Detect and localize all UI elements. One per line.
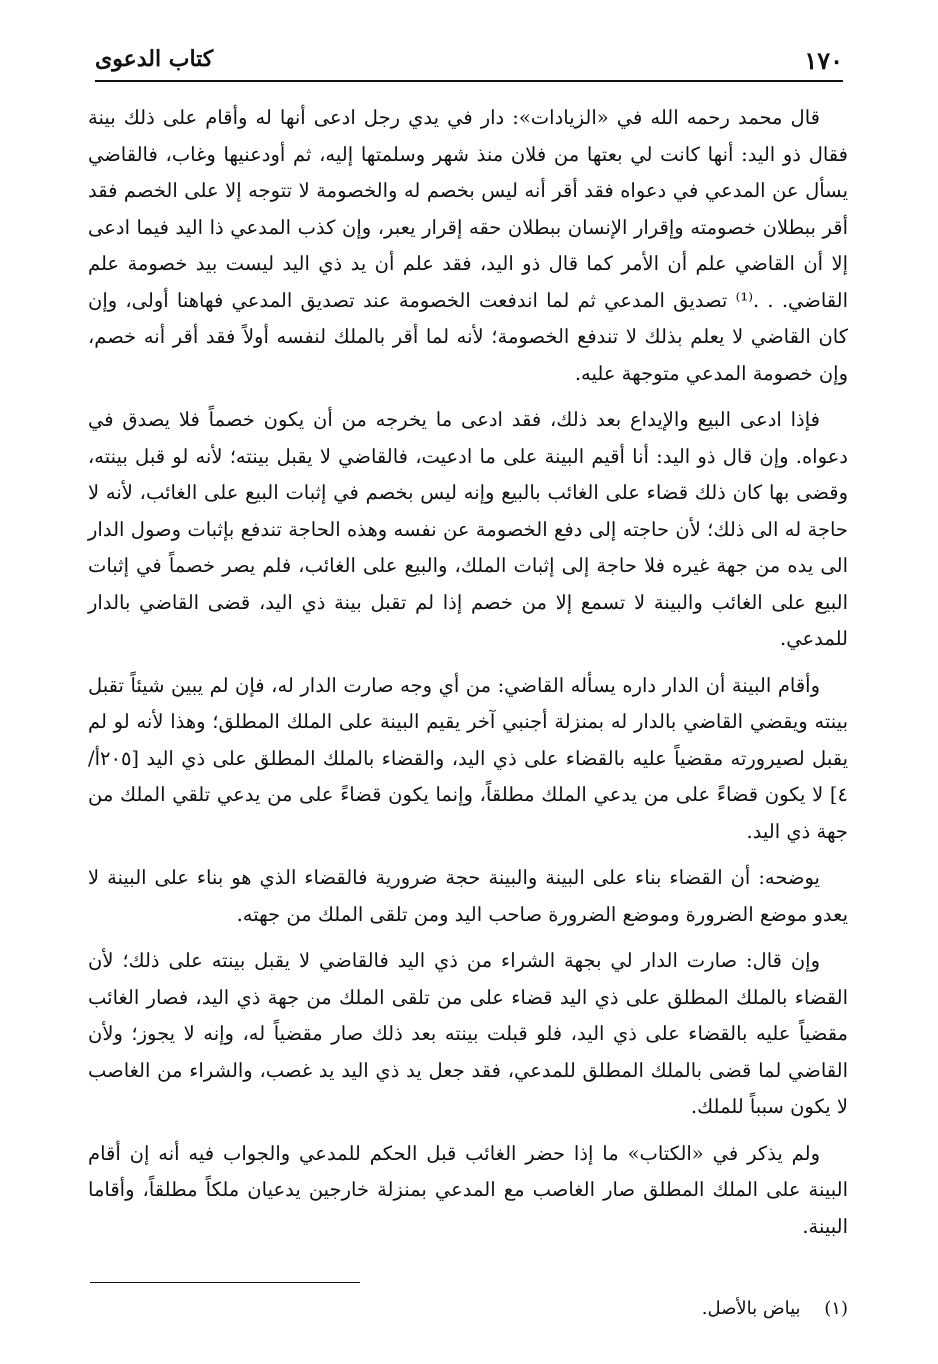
page-number: ١٧٠ [804, 46, 843, 75]
footnote [702, 1294, 848, 1324]
running-title: كتاب الدعوى [95, 46, 214, 72]
paragraph: وإن قال: صارت الدار لي بجهة الشراء من ذي اليد فالقاضي لا يقبل بينته على ذلك؛ لأن القضاء بالملك المطلق على ذي اليد قضاء على من تلقى الملك من جهة ذي اليد، فصار الغائب مقضياً عليه بالقضاء على ذي اليد، فلو قبلت بينته بعد ذلك صار مقضياً له، وإنه لا يجوز؛ ولأن القاضي لما قضى بالملك المطلق للمدعي، فقد جعل يد ذي اليد يد غصب، والشراء من الغاصب لا يكون سبباً للملك. [88, 949, 848, 1118]
paragraph: وأقام البينة أن الدار داره يسأله القاضي: من أي وجه صارت الدار له، فإن لم يبين شيئاً تقبل بينته ويقضي القاضي بالدار له بمنزلة أجنبي آخر يقيم البينة على الملك المطلق؛ وهذا لأنه لو لم يقبل لصيرورته مقضياً عليه بالقضاء على ذي اليد، والقضاء بالملك المطلق على ذي اليد [٢٠٥أ/ ٤] لا يكون قضاءً على من يدعي الملك مطلقاً، وإنما يكون قضاءً على من يدعي تلقي الملك من جهة ذي اليد. [88, 673, 848, 843]
footnote-text: بياض بالأصل. [701, 1298, 801, 1319]
paragraph: يوضحه: أن القضاء بناء على البينة والبينة حجة ضرورية فالقضاء الذي هو بناء على البينة لا يعدو موضع الضرورة وموضع الضرورة صاحب اليد ومن تلقى الملك من جهته. [88, 866, 848, 926]
footnote-marker: (١) [824, 1298, 848, 1319]
page-header [95, 40, 843, 82]
main-text [88, 100, 848, 1255]
footnote-separator [90, 1282, 360, 1283]
paragraph: ولم يذكر في «الكتاب» ما إذا حضر الغائب قبل الحكم للمدعي والجواب فيه أنه إن أقام البينة على الملك المطلق صار الغاصب مع المدعي بمنزلة خارجين يدعيان ملكاً مطلقاً، وأقاما البينة. [88, 1141, 848, 1238]
paragraph: قال محمد رحمه الله في «الزيادات»: دار في يدي رجل ادعى أنها له وأقام على ذلك بينة فقال ذو اليد: أنها كانت لي بعتها من فلان منذ شهر وسلمتها إليه، ثم أودعنيها وغاب، فالقاضي يسأل عن المدعي في دعواه فقد أقر أنه ليس بخصم له والخصومة لا تتوجه إلا على الخصم فقد أقر ببطلان خصومته وإقرار الإنسان ببطلان حقه إقرار يعبر، وإن كذب المدعي ذا اليد فيما ادعى إلا أن القاضي علم أن الأمر كما قال ذو اليد، فقد علم أن يد ذي اليد ليست بيد خصومة علم القاضي. . .⁽¹⁾ تصديق المدعي ثم لما اندفعت الخصومة عند تصديق المدعي فهاهنا أولى، وإن كان القاضي لا يعلم بذلك لا تندفع الخصومة؛ لأنه لما أقر بالملك لنفسه أولاً فقد أقر أنه خصم، وإن خصومة المدعي متوجهة عليه. [88, 106, 848, 385]
paragraph: فإذا ادعى البيع والإيداع بعد ذلك، فقد ادعى ما يخرجه من أن يكون خصماً فلا يصدق في دعواه. وإن قال ذو اليد: أنا أقيم البينة على ما ادعيت، فالقاضي لا يقبل بينته؛ لأنه لو قبل بينته، وقضى بها كان ذلك قضاء على الغائب بالبيع وإنه ليس بخصم في إثبات البيع على الغائب، لأنه لا حاجة له الى ذلك؛ لأن حاجته إلى دفع الخصومة عن نفسه وهذه الحاجة تندفع بإثبات وصول الدار الى يده من جهة غيره فلا حاجة إلى إثبات الملك، والبيع على الغائب، فلم يصر خصماً في إثبات البيع على الغائب والبينة لا تسمع إلا من خصم إذا لم تقبل بينة ذي اليد، قضى القاضي بالدار للمدعي. [88, 408, 848, 650]
